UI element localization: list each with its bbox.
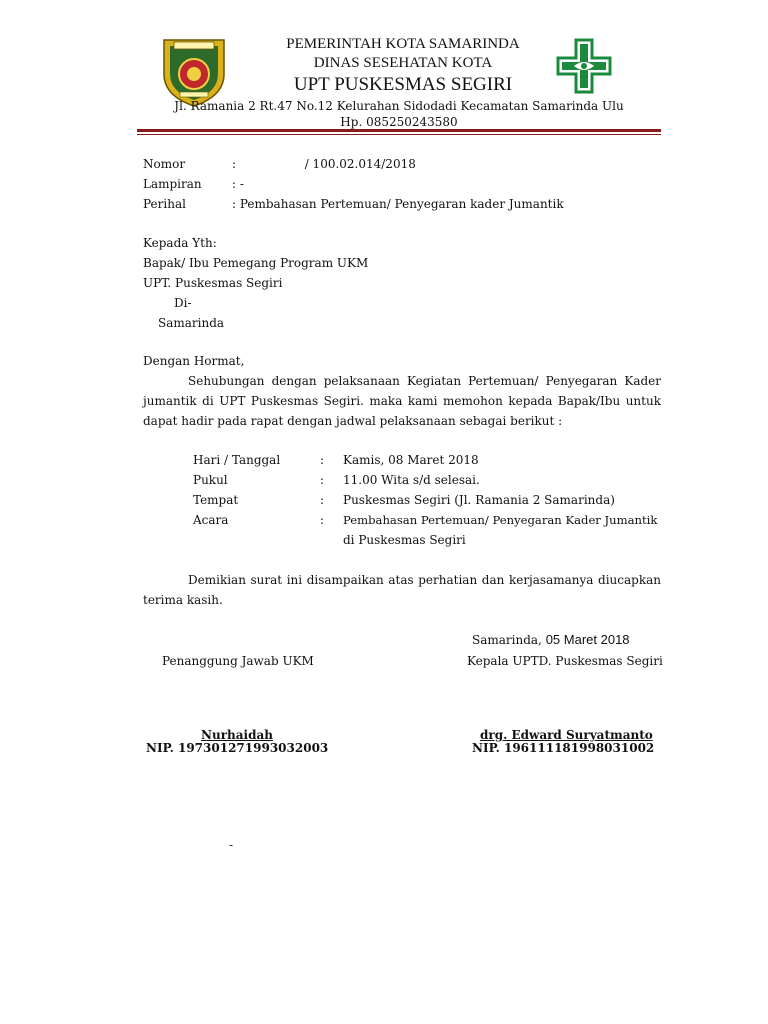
schedule-value-tempat: Puskesmas Segiri (Jl. Ramania 2 Samarinda) <box>343 493 615 507</box>
header-rule-thin <box>137 134 661 135</box>
right-signer-title: Kepala UPTD. Puskesmas Segiri <box>467 654 663 668</box>
schedule-value-hari: Kamis, 08 Maret 2018 <box>343 453 479 467</box>
left-signer-nip: NIP. 197301271993032003 <box>146 741 329 755</box>
recipient-line4: Di- <box>174 296 192 310</box>
right-signer-name: drg. Edward Suryatmanto <box>480 728 653 742</box>
schedule-colon-acara: : <box>320 513 325 527</box>
perihal-label: Perihal <box>143 197 186 211</box>
recipient-line3: UPT. Puskesmas Segiri <box>143 276 283 290</box>
para1-line1: Sehubungan dengan pelaksanaan Kegiatan Pertemuan/ Penyegaran Kader <box>188 374 661 388</box>
nomor-value: : / 100.02.014/2018 <box>232 157 416 171</box>
greeting: Dengan Hormat, <box>143 354 245 368</box>
schedule-colon-pukul: : <box>320 473 325 487</box>
recipient-line2: Bapak/ Ibu Pemegang Program UKM <box>143 256 369 270</box>
schedule-value-acara: Pembahasan Pertemuan/ Penyegaran Kader Jumantik <box>343 513 658 527</box>
signature-place: Samarinda, <box>472 633 546 647</box>
para1-line3: dapat hadir pada rapat dengan jadwal pelaksanaan sebagai berikut : <box>143 414 563 428</box>
recipient-line1: Kepada Yth: <box>143 236 217 250</box>
nomor-label: Nomor <box>143 157 186 171</box>
header-dept: DINAS SESEHATAN KOTA <box>313 55 493 71</box>
right-signer-nip: NIP. 196111181998031002 <box>472 741 655 755</box>
signature-date-day: 05 <box>545 632 561 647</box>
footer-mark: - <box>229 838 234 852</box>
schedule-label-pukul: Pukul <box>193 473 228 487</box>
schedule-acara-cont: di Puskesmas Segiri <box>343 533 466 547</box>
schedule-value-pukul: 11.00 Wita s/d selesai. <box>343 473 480 487</box>
para1-line2: jumantik di UPT Puskesmas Segiri. maka kami memohon kepada Bapak/Ibu untuk <box>143 394 661 408</box>
schedule-colon-tempat: : <box>320 493 325 507</box>
header-address: Jl. Ramania 2 Rt.47 No.12 Kelurahan Sidodadi Kecamatan Samarinda Ulu <box>174 99 624 113</box>
signature-date <box>472 632 630 647</box>
perihal-value: : Pembahasan Pertemuan/ Penyegaran kader Jumantik <box>232 197 564 211</box>
header-gov: PEMERINTAH KOTA SAMARINDA <box>286 36 520 52</box>
lampiran-value: : - <box>232 177 244 191</box>
lampiran-label: Lampiran <box>143 177 202 191</box>
header-rule-thick <box>137 129 661 132</box>
schedule-label-tempat: Tempat <box>193 493 239 507</box>
header-phone: Hp. 085250243580 <box>340 115 458 129</box>
recipient-line5: Samarinda <box>158 316 225 330</box>
schedule-colon-hari: : <box>320 453 325 467</box>
left-signer-name: Nurhaidah <box>201 728 273 742</box>
schedule-label-acara: Acara <box>193 513 229 527</box>
left-signer-title: Penanggung Jawab UKM <box>162 654 314 668</box>
closing-line1: Demikian surat ini disampaikan atas perhatian dan kerjasamanya diucapkan <box>188 573 661 587</box>
closing-line2: terima kasih. <box>143 593 223 607</box>
signature-date-rest: Maret 2018 <box>560 632 630 647</box>
header-org: UPT PUSKESMAS SEGIRI <box>293 74 513 95</box>
schedule-label-hari: Hari / Tanggal <box>193 453 281 467</box>
